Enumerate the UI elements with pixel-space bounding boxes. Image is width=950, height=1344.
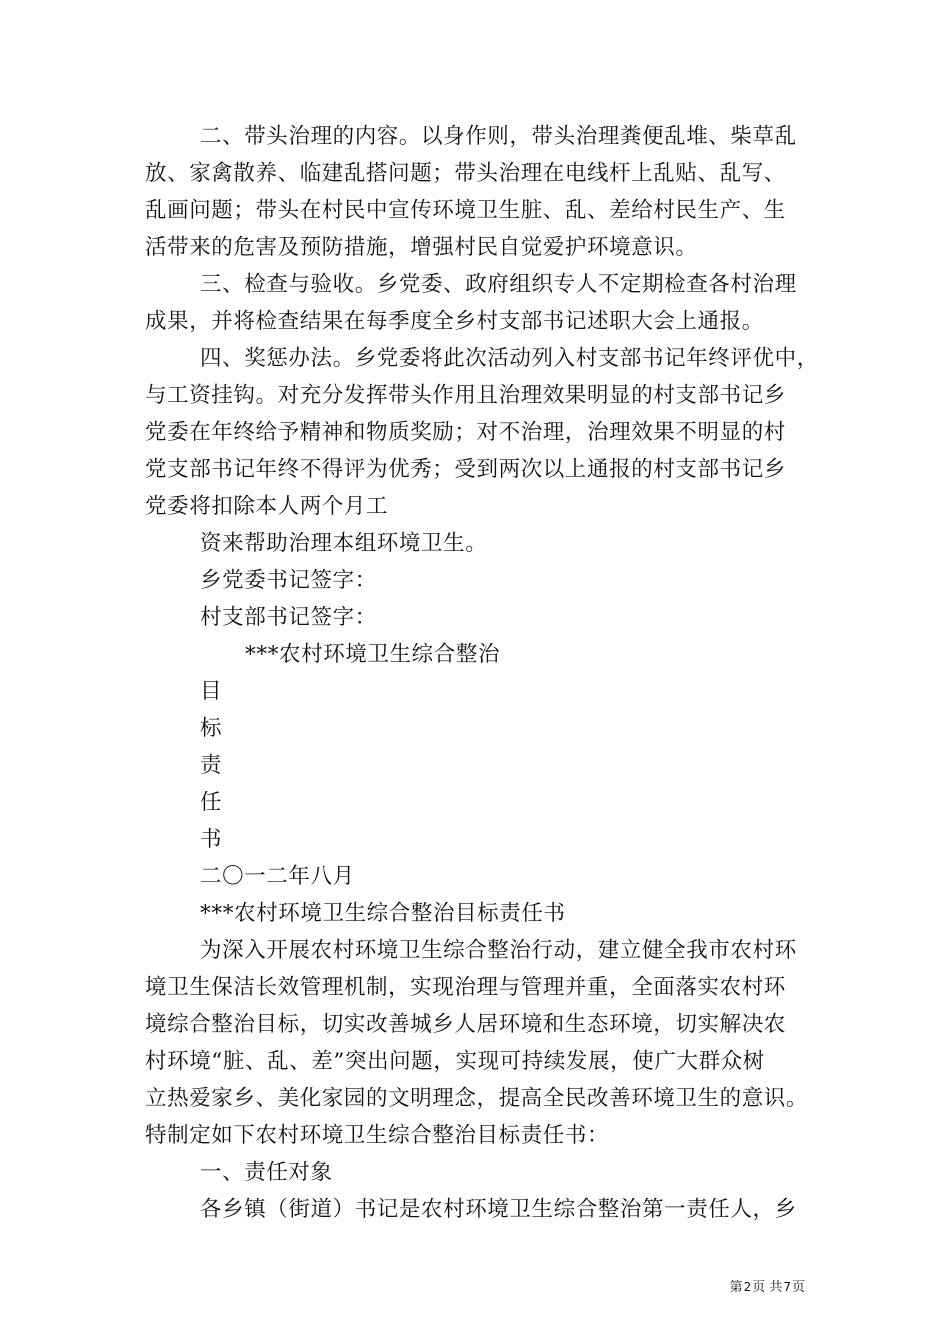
footer-middle: 页 共	[752, 1280, 783, 1295]
total-page-count: 7	[783, 1280, 791, 1294]
subsection-heading: 一、责任对象	[200, 1160, 333, 1185]
page-footer	[0, 1276, 805, 1295]
cover-title: ***农村环境卫生综合整治	[245, 642, 501, 667]
text-line: 境综合整治目标，切实改善城乡人居环境和生态环境，切实解决农	[145, 1012, 786, 1037]
text-line: 特制定如下农村环境卫生综合整治目标责任书：	[145, 1123, 610, 1148]
cover-title-char: 任	[200, 790, 223, 815]
text-line: 成果，并将检查结果在每季度全乡村支部书记述职大会上通报。	[145, 309, 764, 334]
cover-title-char: 书	[200, 827, 223, 852]
cover-title-char: 责	[200, 753, 223, 778]
text-line: 立热爱家乡、美化家园的文明理念，提高全民改善环境卫生的意识。	[145, 1086, 809, 1111]
text-line: 乱画问题；带头在村民中宣传环境卫生脏、乱、差给村民生产、生	[145, 198, 786, 223]
text-line: 三、检查与验收。乡党委、政府组织专人不定期检查各村治理	[200, 272, 797, 297]
current-page-number: 2	[743, 1280, 752, 1294]
cover-title-char: 目	[200, 679, 223, 704]
text-line: 与工资挂钩。对充分发挥带头作用且治理效果明显的村支部书记乡	[145, 383, 786, 408]
signature-label-township: 乡党委书记签字：	[200, 568, 377, 593]
text-line: 党支部书记年终不得评为优秀；受到两次以上通报的村支部书记乡	[145, 457, 786, 482]
cover-date: 二〇一二年八月	[200, 864, 355, 889]
text-line: 党委将扣除本人两个月工	[145, 494, 389, 519]
cover-title-char: 标	[200, 716, 223, 741]
text-line: 活带来的危害及预防措施，增强村民自觉爱护环境意识。	[145, 235, 698, 260]
text-line: 四、奖惩办法。乡党委将此次活动列入村支部书记年终评优中，	[200, 346, 819, 371]
text-line: 为深入开展农村环境卫生综合整治行动，建立健全我市农村环	[200, 938, 797, 963]
text-line: 资来帮助治理本组环境卫生。	[200, 531, 488, 556]
footer-suffix: 页	[791, 1280, 805, 1295]
text-line: 各乡镇（街道）书记是农村环境卫生综合整治第一责任人，乡	[200, 1197, 797, 1222]
text-line: 党委在年终给予精神和物质奖励；对不治理，治理效果不明显的村	[145, 420, 786, 445]
footer-prefix: 第	[729, 1280, 743, 1295]
text-line: 村环境“脏、乱、差”突出问题，实现可持续发展，使广大群众树	[145, 1049, 765, 1074]
signature-label-village: 村支部书记签字：	[200, 605, 377, 630]
text-line: 二、带头治理的内容。以身作则，带头治理粪便乱堆、柴草乱	[200, 124, 797, 149]
section-title: ***农村环境卫生综合整治目标责任书	[200, 901, 566, 926]
text-line: 放、家禽散养、临建乱搭问题；带头治理在电线杆上乱贴、乱写、	[145, 161, 786, 186]
text-line: 境卫生保洁长效管理机制，实现治理与管理并重，全面落实农村环	[145, 975, 786, 1000]
